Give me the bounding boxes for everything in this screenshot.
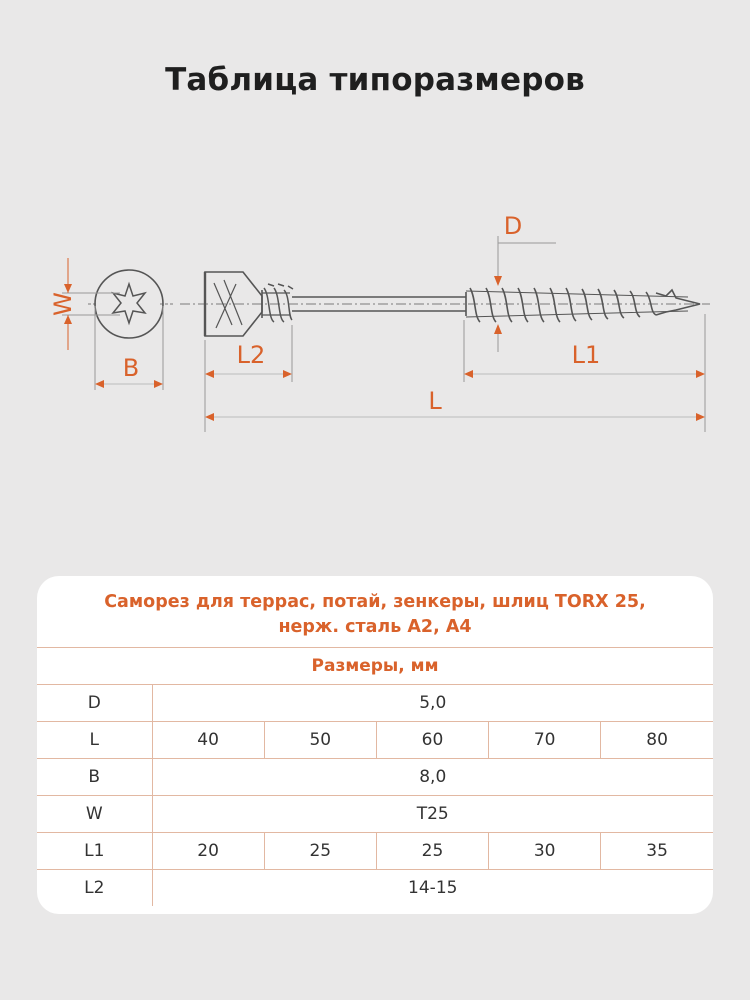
table-row bbox=[37, 685, 713, 722]
l1-label: L1 bbox=[571, 341, 601, 369]
row-label-l1: L1 bbox=[37, 833, 152, 870]
screw-side-view bbox=[180, 272, 710, 336]
product-title-line2: нерж. сталь A2, A4 bbox=[278, 617, 472, 637]
table-row bbox=[37, 870, 713, 907]
cell-l1-value: 25 bbox=[264, 833, 376, 870]
product-title bbox=[37, 590, 713, 640]
cell-l-value: 50 bbox=[264, 722, 376, 759]
l-dimension bbox=[205, 413, 705, 421]
table-row bbox=[37, 833, 713, 870]
cell-l-value: 60 bbox=[376, 722, 488, 759]
screw-head-view bbox=[88, 270, 175, 338]
cell-l-value: 40 bbox=[152, 722, 264, 759]
page-title: Таблица типоразмеров bbox=[165, 62, 585, 98]
row-label-b: B bbox=[37, 759, 152, 796]
row-label-w: W bbox=[37, 796, 152, 833]
cell-l-value: 70 bbox=[489, 722, 601, 759]
table-row bbox=[37, 759, 713, 796]
cell-l1-value: 35 bbox=[601, 833, 713, 870]
d-label: D bbox=[503, 212, 523, 240]
cell-l2-value: 14-15 bbox=[152, 870, 713, 907]
cell-l1-value: 30 bbox=[489, 833, 601, 870]
table-header-row bbox=[37, 648, 713, 685]
table-header: Размеры, мм bbox=[37, 648, 713, 685]
l-label: L bbox=[428, 387, 442, 415]
table-row bbox=[37, 796, 713, 833]
table-row bbox=[37, 722, 713, 759]
cell-w-value: T25 bbox=[152, 796, 713, 833]
row-label-l2: L2 bbox=[37, 870, 152, 907]
w-label: W bbox=[49, 292, 77, 316]
product-title-line1: Саморез для террас, потай, зенкеры, шлиц TORX 25, bbox=[104, 592, 646, 612]
cell-l-value: 80 bbox=[601, 722, 713, 759]
d-dimension bbox=[494, 236, 556, 352]
specification-card bbox=[37, 576, 713, 914]
cell-d-value: 5,0 bbox=[152, 685, 713, 722]
cell-l1-value: 20 bbox=[152, 833, 264, 870]
l2-label: L2 bbox=[236, 341, 266, 369]
cell-b-value: 8,0 bbox=[152, 759, 713, 796]
b-label: B bbox=[122, 354, 140, 382]
row-label-l: L bbox=[37, 722, 152, 759]
row-label-d: D bbox=[37, 685, 152, 722]
size-table bbox=[37, 647, 713, 906]
cell-l1-value: 25 bbox=[376, 833, 488, 870]
